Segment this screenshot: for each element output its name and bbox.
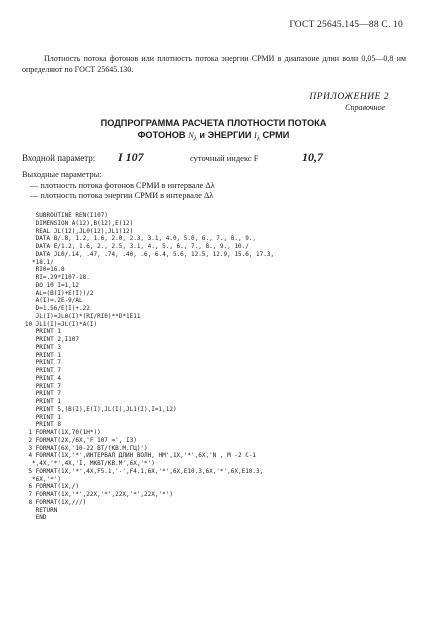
title-part-a: ФОТОНОВ xyxy=(137,129,186,140)
code-line: PRINT 8 xyxy=(14,421,61,429)
code-line: PRINT 1 xyxy=(14,413,61,421)
code-line: PRINT 7 xyxy=(14,382,61,390)
input-parameter-label: Входной параметр: xyxy=(22,153,96,163)
output-parameter-item: — плотность потока энергии СРМИ в интервале Δλ xyxy=(30,191,214,201)
code-line: *,4X,'*',4X,'I, МКВТ/КВ.М',6X,'*') xyxy=(14,460,155,467)
code-line: 3 FORMAT(6X,'10-22 ВТ/(КВ.М.ГЦ)') xyxy=(14,444,148,452)
title-line-2 xyxy=(0,130,427,145)
code-line: PRINT 7 xyxy=(14,359,61,367)
code-line: 1 FORMAT(1X,70(1H*)) xyxy=(14,429,101,436)
code-line: PRINT 2,I107 xyxy=(14,336,80,343)
input-parameter-value: I 107 xyxy=(118,150,144,164)
code-line: 2 FORMAT(2X,/6X,'F 107 =', I3) xyxy=(14,436,137,444)
code-line: *6X,'*') xyxy=(14,475,61,483)
code-line: AL=(B(I)+E(I))/2 xyxy=(14,289,94,297)
input-parameter-row xyxy=(22,150,406,165)
fortran-code-listing xyxy=(14,212,414,522)
title-part-c: СРМИ xyxy=(262,129,290,140)
section-title xyxy=(0,118,427,145)
output-parameters-heading: Выходные параметры: xyxy=(22,170,102,179)
code-line: 8 FORMAT(1X,///) xyxy=(14,498,87,506)
title-part-b: и ЭНЕРГИИ xyxy=(199,129,252,140)
code-line: 5 FORMAT(1X,'*',4X,F5.1,'-',F4.1,6X,'*',6X,E10.3,6X,'*',6X,E10.3, xyxy=(14,467,264,475)
code-line: PRINT 7 xyxy=(14,367,61,374)
code-line: DATA JL0/.14, .47, .74, .40, .6, 6.4, 5.6, 12.5, 12.9, 15.6, 17.3, xyxy=(14,250,275,258)
code-line: PRINT 4 xyxy=(14,374,61,382)
code-line: RI=.29*I107-18. xyxy=(14,274,90,281)
appendix-block xyxy=(309,92,389,112)
code-line: SUBROUTINE REN(I107) xyxy=(14,212,108,219)
code-line: D=1.56/E(I)+.22 xyxy=(14,305,90,312)
appendix-subtitle: Справочное xyxy=(345,103,385,112)
code-line: END xyxy=(14,514,47,522)
title-line-1: ПОДПРОГРАММА РАСЧЕТА ПЛОТНОСТИ ПОТОКА xyxy=(100,118,327,128)
photon-flux-symbol: $N_\lambda$ xyxy=(188,129,197,143)
code-line: PRINT 3 xyxy=(14,343,61,351)
code-line: RI0=16.8 xyxy=(14,266,65,274)
code-line: PRINT 1 xyxy=(14,398,61,405)
code-line: 7 FORMAT(1X,'*',22X,'*',22X,'*',22X,'*') xyxy=(14,491,173,498)
code-line: A(I)=.2E-9/AL xyxy=(14,297,83,305)
intro-paragraph: Плотность потока фотонов или плотность потока энергии СРМИ в диапазоне длин волн 0,05—0,8 нм определяют по ГОСТ 25645.130. xyxy=(22,54,406,74)
code-line: PRINT 7 xyxy=(14,390,61,398)
output-parameter-item: — плотность потока фотонов СРМИ в интервале Δλ xyxy=(30,180,215,190)
code-line: PRINT 1 xyxy=(14,328,61,336)
page-header: ГОСТ 25645.145—88 С. 10 xyxy=(289,20,403,30)
output-parameters xyxy=(22,170,406,202)
code-line: REAL JL(12),JL0(12),JL1(12) xyxy=(14,227,134,235)
code-line: PRINT 5,(B(I),E(I),JL(I),JL1(I),I=1,12) xyxy=(14,405,177,413)
appendix-title: ПРИЛОЖЕНИЕ 2 xyxy=(309,92,389,102)
code-line: DATA E/1.2, 1.6, 2., 2.5, 3.1, 4., 5., 6., 7., 8., 9., 10./ xyxy=(14,243,249,250)
daily-index-label: суточный индекс F xyxy=(190,153,259,163)
code-line: *18.1/ xyxy=(14,258,54,266)
code-line: 6 FORMAT(1X,/) xyxy=(14,483,80,491)
code-line: 4 FORMAT(1X,'*',ИНТЕРВАЛ ДЛИН ВОЛН, НМ',1X,'*',6X,'N , M -2 C-1 xyxy=(14,452,257,460)
daily-index-value: 10,7 xyxy=(302,150,323,164)
code-line: PRINT 1 xyxy=(14,351,61,359)
code-line: JL(I)=JL0(I)*(RI/RI0)**D*1E11 xyxy=(14,312,141,320)
energy-flux-symbol: $I_\lambda$ xyxy=(254,129,260,143)
code-line: DIMENSION A(12),B(12),E(12) xyxy=(14,219,134,227)
code-line: RETURN xyxy=(14,506,58,514)
code-line: DATA B/.8, 1.2, 1.6, 2.0, 2.3, 3.1, 4.0, 5.0, 6., 7., 8., 9., xyxy=(14,235,257,243)
code-line: 10 JL1(I)=JL(I)*A(I) xyxy=(14,320,98,328)
code-line: DO 10 I=1,12 xyxy=(14,281,80,289)
